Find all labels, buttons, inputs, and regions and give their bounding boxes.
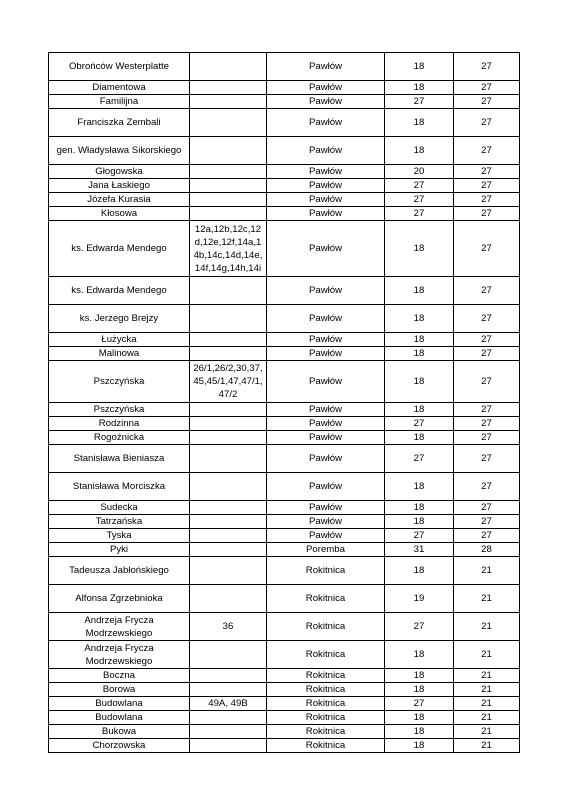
locality-cell: Rokitnica (267, 641, 385, 669)
value-a-cell: 18 (385, 109, 454, 137)
locality-cell: Pawłów (267, 529, 385, 543)
house-numbers-cell: 36 (190, 613, 267, 641)
value-a-cell: 31 (385, 543, 454, 557)
locality-cell: Pawłów (267, 53, 385, 81)
value-a-cell: 18 (385, 669, 454, 683)
street-name-cell: Rogoźnicka (49, 431, 190, 445)
value-b-cell: 27 (454, 333, 520, 347)
value-b-cell: 27 (454, 347, 520, 361)
house-numbers-cell (190, 81, 267, 95)
street-name-cell: Andrzeja Frycza Modrzewskiego (49, 613, 190, 641)
locality-cell: Pawłów (267, 305, 385, 333)
house-numbers-cell (190, 207, 267, 221)
table-row (49, 585, 520, 613)
locality-cell: Pawłów (267, 221, 385, 277)
house-numbers-cell (190, 431, 267, 445)
value-a-cell: 18 (385, 515, 454, 529)
street-name-cell: Jana Łaskiego (49, 179, 190, 193)
street-table (48, 52, 520, 753)
street-name-cell: Stanisława Morciszka (49, 473, 190, 501)
value-a-cell: 18 (385, 277, 454, 305)
locality-cell: Rokitnica (267, 557, 385, 585)
value-a-cell: 18 (385, 473, 454, 501)
house-numbers-cell (190, 179, 267, 193)
value-a-cell: 18 (385, 305, 454, 333)
value-a-cell: 18 (385, 739, 454, 753)
table-row (49, 81, 520, 95)
document-page (48, 52, 519, 753)
value-b-cell: 21 (454, 613, 520, 641)
value-a-cell: 19 (385, 585, 454, 613)
locality-cell: Pawłów (267, 165, 385, 179)
street-name-cell: Malinowa (49, 347, 190, 361)
value-a-cell: 18 (385, 725, 454, 739)
locality-cell: Pawłów (267, 137, 385, 165)
house-numbers-cell (190, 669, 267, 683)
locality-cell: Poremba (267, 543, 385, 557)
house-numbers-cell (190, 277, 267, 305)
value-b-cell: 27 (454, 305, 520, 333)
street-name-cell: ks. Edwarda Mendego (49, 277, 190, 305)
value-b-cell: 27 (454, 109, 520, 137)
table-row (49, 403, 520, 417)
value-b-cell: 21 (454, 683, 520, 697)
value-a-cell: 27 (385, 179, 454, 193)
value-b-cell: 27 (454, 81, 520, 95)
value-a-cell: 18 (385, 137, 454, 165)
value-a-cell: 18 (385, 501, 454, 515)
value-b-cell: 27 (454, 417, 520, 431)
house-numbers-cell (190, 529, 267, 543)
table-row (49, 333, 520, 347)
locality-cell: Rokitnica (267, 683, 385, 697)
street-name-cell: Borowa (49, 683, 190, 697)
house-numbers-cell (190, 305, 267, 333)
table-row (49, 417, 520, 431)
table-row (49, 711, 520, 725)
table-row (49, 179, 520, 193)
value-a-cell: 27 (385, 529, 454, 543)
value-b-cell: 21 (454, 711, 520, 725)
value-a-cell: 18 (385, 347, 454, 361)
locality-cell: Pawłów (267, 515, 385, 529)
locality-cell: Pawłów (267, 445, 385, 473)
table-row (49, 431, 520, 445)
street-name-cell: Chorzowska (49, 739, 190, 753)
locality-cell: Pawłów (267, 361, 385, 403)
value-b-cell: 21 (454, 725, 520, 739)
value-a-cell: 27 (385, 697, 454, 711)
street-name-cell: Pyki (49, 543, 190, 557)
locality-cell: Pawłów (267, 347, 385, 361)
street-name-cell: Tatrzańska (49, 515, 190, 529)
table-row (49, 305, 520, 333)
value-b-cell: 21 (454, 557, 520, 585)
table-row (49, 95, 520, 109)
locality-cell: Pawłów (267, 207, 385, 221)
house-numbers-cell (190, 501, 267, 515)
table-row (49, 669, 520, 683)
value-a-cell: 20 (385, 165, 454, 179)
house-numbers-cell (190, 165, 267, 179)
table-row (49, 165, 520, 179)
value-b-cell: 27 (454, 431, 520, 445)
table-row (49, 53, 520, 81)
table-row (49, 361, 520, 403)
value-b-cell: 21 (454, 697, 520, 711)
value-a-cell: 18 (385, 333, 454, 347)
house-numbers-cell (190, 333, 267, 347)
value-a-cell: 18 (385, 683, 454, 697)
table-row (49, 501, 520, 515)
street-name-cell: Pszczyńska (49, 361, 190, 403)
house-numbers-cell (190, 515, 267, 529)
table-row (49, 683, 520, 697)
house-numbers-cell (190, 585, 267, 613)
value-b-cell: 27 (454, 473, 520, 501)
street-name-cell: Obrońców Westerplatte (49, 53, 190, 81)
locality-cell: Pawłów (267, 417, 385, 431)
table-row (49, 347, 520, 361)
value-b-cell: 21 (454, 739, 520, 753)
value-b-cell: 27 (454, 193, 520, 207)
house-numbers-cell (190, 95, 267, 109)
locality-cell: Rokitnica (267, 739, 385, 753)
table-row (49, 739, 520, 753)
table-row (49, 543, 520, 557)
house-numbers-cell (190, 739, 267, 753)
table-row (49, 109, 520, 137)
value-b-cell: 27 (454, 515, 520, 529)
locality-cell: Pawłów (267, 277, 385, 305)
street-name-cell: Diamentowa (49, 81, 190, 95)
value-b-cell: 27 (454, 221, 520, 277)
locality-cell: Pawłów (267, 431, 385, 445)
street-name-cell: Franciszka Zembali (49, 109, 190, 137)
house-numbers-cell: 12a,12b,12c,12d,12e,12f,14a,14b,14c,14d,14e,14f,14g,14h,14i (190, 221, 267, 277)
locality-cell: Rokitnica (267, 711, 385, 725)
street-name-cell: Stanisława Bieniasza (49, 445, 190, 473)
table-row (49, 445, 520, 473)
street-name-cell: ks. Edwarda Mendego (49, 221, 190, 277)
street-name-cell: Andrzeja Frycza Modrzewskiego (49, 641, 190, 669)
house-numbers-cell: 49A, 49B (190, 697, 267, 711)
value-a-cell: 18 (385, 53, 454, 81)
value-b-cell: 27 (454, 501, 520, 515)
street-name-cell: Józefa Kurasia (49, 193, 190, 207)
value-a-cell: 18 (385, 403, 454, 417)
table-row (49, 473, 520, 501)
street-name-cell: Rodzinna (49, 417, 190, 431)
table-row (49, 613, 520, 641)
street-name-cell: Budowlana (49, 697, 190, 711)
locality-cell: Rokitnica (267, 725, 385, 739)
value-b-cell: 27 (454, 179, 520, 193)
house-numbers-cell (190, 543, 267, 557)
street-name-cell: Boczna (49, 669, 190, 683)
value-b-cell: 28 (454, 543, 520, 557)
house-numbers-cell (190, 53, 267, 81)
locality-cell: Pawłów (267, 81, 385, 95)
table-row (49, 277, 520, 305)
house-numbers-cell (190, 445, 267, 473)
table-row (49, 193, 520, 207)
street-name-cell: Głogowska (49, 165, 190, 179)
locality-cell: Pawłów (267, 473, 385, 501)
street-name-cell: Tyska (49, 529, 190, 543)
value-b-cell: 27 (454, 403, 520, 417)
locality-cell: Pawłów (267, 333, 385, 347)
house-numbers-cell (190, 557, 267, 585)
locality-cell: Rokitnica (267, 697, 385, 711)
locality-cell: Pawłów (267, 109, 385, 137)
value-b-cell: 21 (454, 641, 520, 669)
table-row (49, 515, 520, 529)
table-row (49, 725, 520, 739)
locality-cell: Pawłów (267, 193, 385, 207)
house-numbers-cell (190, 347, 267, 361)
house-numbers-cell (190, 109, 267, 137)
table-row (49, 641, 520, 669)
locality-cell: Rokitnica (267, 613, 385, 641)
street-name-cell: Sudecka (49, 501, 190, 515)
table-row (49, 137, 520, 165)
house-numbers-cell: 26/1,26/2,30,37,45,45/1,47,47/1,47/2 (190, 361, 267, 403)
street-name-cell: Łużycka (49, 333, 190, 347)
house-numbers-cell (190, 137, 267, 165)
value-a-cell: 27 (385, 445, 454, 473)
table-row (49, 529, 520, 543)
value-a-cell: 18 (385, 557, 454, 585)
value-b-cell: 27 (454, 361, 520, 403)
value-a-cell: 27 (385, 613, 454, 641)
street-name-cell: Familijna (49, 95, 190, 109)
table-row (49, 697, 520, 711)
house-numbers-cell (190, 193, 267, 207)
locality-cell: Rokitnica (267, 669, 385, 683)
value-b-cell: 27 (454, 207, 520, 221)
table-row (49, 557, 520, 585)
value-b-cell: 27 (454, 529, 520, 543)
house-numbers-cell (190, 403, 267, 417)
street-name-cell: Budowlana (49, 711, 190, 725)
value-a-cell: 27 (385, 207, 454, 221)
value-a-cell: 18 (385, 361, 454, 403)
value-b-cell: 27 (454, 277, 520, 305)
value-b-cell: 21 (454, 669, 520, 683)
house-numbers-cell (190, 641, 267, 669)
street-name-cell: gen. Władysława Sikorskiego (49, 137, 190, 165)
locality-cell: Pawłów (267, 403, 385, 417)
house-numbers-cell (190, 683, 267, 697)
house-numbers-cell (190, 473, 267, 501)
locality-cell: Pawłów (267, 95, 385, 109)
value-a-cell: 27 (385, 95, 454, 109)
house-numbers-cell (190, 711, 267, 725)
house-numbers-cell (190, 725, 267, 739)
street-name-cell: Tadeusza Jabłońskiego (49, 557, 190, 585)
value-b-cell: 27 (454, 165, 520, 179)
table-row (49, 207, 520, 221)
value-a-cell: 18 (385, 711, 454, 725)
house-numbers-cell (190, 417, 267, 431)
locality-cell: Pawłów (267, 179, 385, 193)
locality-cell: Pawłów (267, 501, 385, 515)
value-a-cell: 27 (385, 193, 454, 207)
street-name-cell: Pszczyńska (49, 403, 190, 417)
street-name-cell: Kłosowa (49, 207, 190, 221)
table-row (49, 221, 520, 277)
value-a-cell: 18 (385, 221, 454, 277)
value-b-cell: 27 (454, 53, 520, 81)
value-b-cell: 27 (454, 95, 520, 109)
value-b-cell: 21 (454, 585, 520, 613)
street-name-cell: ks. Jerzego Brejzy (49, 305, 190, 333)
street-name-cell: Alfonsa Zgrzebnioka (49, 585, 190, 613)
value-b-cell: 27 (454, 137, 520, 165)
locality-cell: Rokitnica (267, 585, 385, 613)
value-a-cell: 18 (385, 81, 454, 95)
value-a-cell: 27 (385, 417, 454, 431)
street-name-cell: Bukowa (49, 725, 190, 739)
value-a-cell: 18 (385, 641, 454, 669)
value-b-cell: 27 (454, 445, 520, 473)
value-a-cell: 18 (385, 431, 454, 445)
